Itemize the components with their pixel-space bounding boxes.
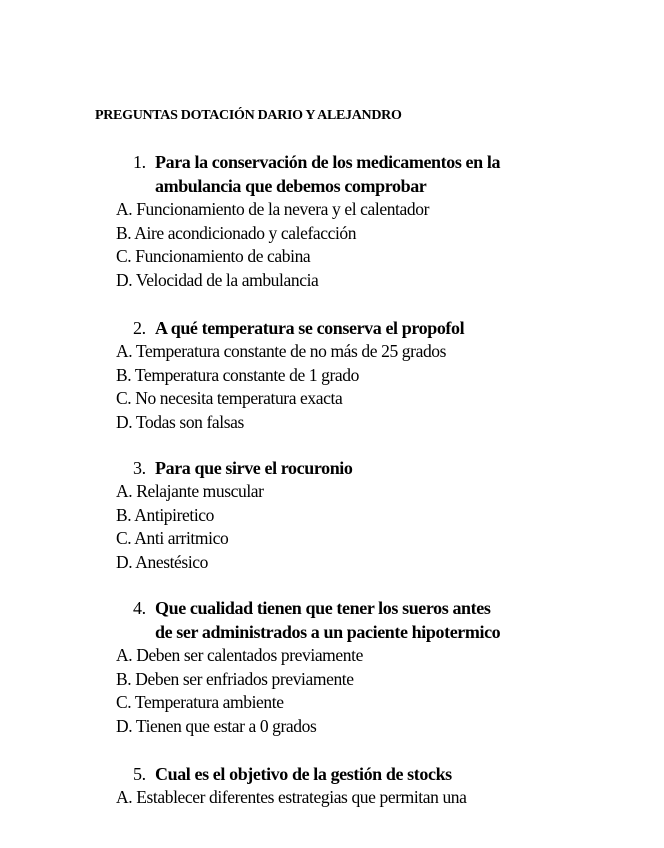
option-letter: B. (116, 504, 132, 525)
option-text: Funcionamiento de la nevera y el calentador (136, 199, 430, 219)
question-number: 1. (133, 152, 146, 172)
question-number: 3. (133, 458, 146, 478)
option-letter: A. (116, 787, 133, 807)
question-text (0, 596, 560, 644)
answer-option-b (0, 504, 560, 528)
question-text (0, 762, 560, 786)
question-line-2: ambulancia que debemos comprobar (155, 176, 427, 196)
question-line-1: Cual es el objetivo de la gestión de stocks (155, 764, 452, 784)
option-letter: C. (116, 246, 132, 266)
option-text: Todas son falsas (135, 411, 244, 432)
option-text: Relajante muscular (136, 481, 264, 501)
option-letter: D. (116, 715, 133, 736)
answer-option-d (0, 715, 560, 739)
answer-option-b (0, 364, 560, 388)
option-letter: D. (116, 551, 133, 572)
answer-option-a (0, 480, 560, 504)
answer-option-d (0, 269, 560, 293)
answer-options (0, 644, 560, 738)
answer-options (0, 786, 560, 810)
option-letter: C. (116, 528, 132, 548)
option-text: Funcionamiento de cabina (135, 246, 311, 266)
question-number: 5. (133, 764, 146, 784)
answer-options (0, 340, 560, 434)
option-text: Tienen que estar a 0 grados (135, 715, 317, 736)
option-text: No necesita temperatura exacta (135, 388, 343, 408)
option-text: Establecer diferentes estrategias que permitan una (136, 787, 467, 807)
answer-option-b (0, 222, 560, 246)
option-text: Deben ser enfriados previamente (135, 668, 354, 689)
answer-option-c (0, 691, 560, 715)
option-letter: B. (116, 668, 132, 689)
question-3 (0, 456, 560, 574)
question-text (0, 316, 560, 340)
option-letter: A. (116, 199, 133, 219)
question-1 (0, 150, 560, 292)
answer-option-a (0, 644, 560, 668)
option-text: Temperatura constante de no más de 25 grados (135, 341, 447, 361)
question-2 (0, 316, 560, 434)
option-letter: C. (116, 692, 132, 712)
option-letter: C. (116, 388, 132, 408)
answer-option-c (0, 387, 560, 411)
question-text (0, 150, 560, 198)
answer-options (0, 480, 560, 574)
option-text: Aire acondicionado y calefacción (134, 222, 357, 243)
option-letter: D. (116, 411, 133, 432)
answer-options (0, 198, 560, 292)
option-text: Deben ser calentados previamente (136, 645, 363, 665)
document-title: PREGUNTAS DOTACIÓN DARIO Y ALEJANDRO (95, 108, 402, 123)
question-5 (0, 762, 560, 810)
option-letter: A. (116, 645, 133, 665)
option-letter: A. (116, 341, 133, 361)
question-line-1: A qué temperatura se conserva el propofol (155, 318, 465, 338)
option-letter: D. (116, 269, 133, 290)
option-text: Temperatura constante de 1 grado (134, 364, 359, 385)
answer-option-a (0, 786, 560, 810)
option-text: Anestésico (135, 551, 209, 572)
answer-option-a (0, 198, 560, 222)
option-letter: B. (116, 364, 132, 385)
option-text: Anti arritmico (134, 528, 229, 548)
option-text: Antipiretico (134, 504, 215, 525)
question-line-1: Para la conservación de los medicamentos en la (155, 152, 501, 172)
option-letter: B. (116, 222, 132, 243)
question-4 (0, 596, 560, 738)
option-letter: A. (116, 481, 133, 501)
answer-option-b (0, 668, 560, 692)
option-text: Velocidad de la ambulancia (135, 269, 319, 290)
answer-option-d (0, 551, 560, 575)
option-text: Temperatura ambiente (134, 692, 284, 712)
question-text (0, 456, 560, 480)
answer-option-c (0, 527, 560, 551)
answer-option-d (0, 411, 560, 435)
question-line-1: Que cualidad tienen que tener los sueros antes (155, 598, 491, 618)
question-number: 4. (133, 598, 146, 618)
answer-option-c (0, 245, 560, 269)
question-line-2: de ser administrados a un paciente hipotermico (155, 622, 501, 642)
answer-option-a (0, 340, 560, 364)
question-number: 2. (133, 318, 146, 338)
question-line-1: Para que sirve el rocuronio (155, 458, 353, 478)
